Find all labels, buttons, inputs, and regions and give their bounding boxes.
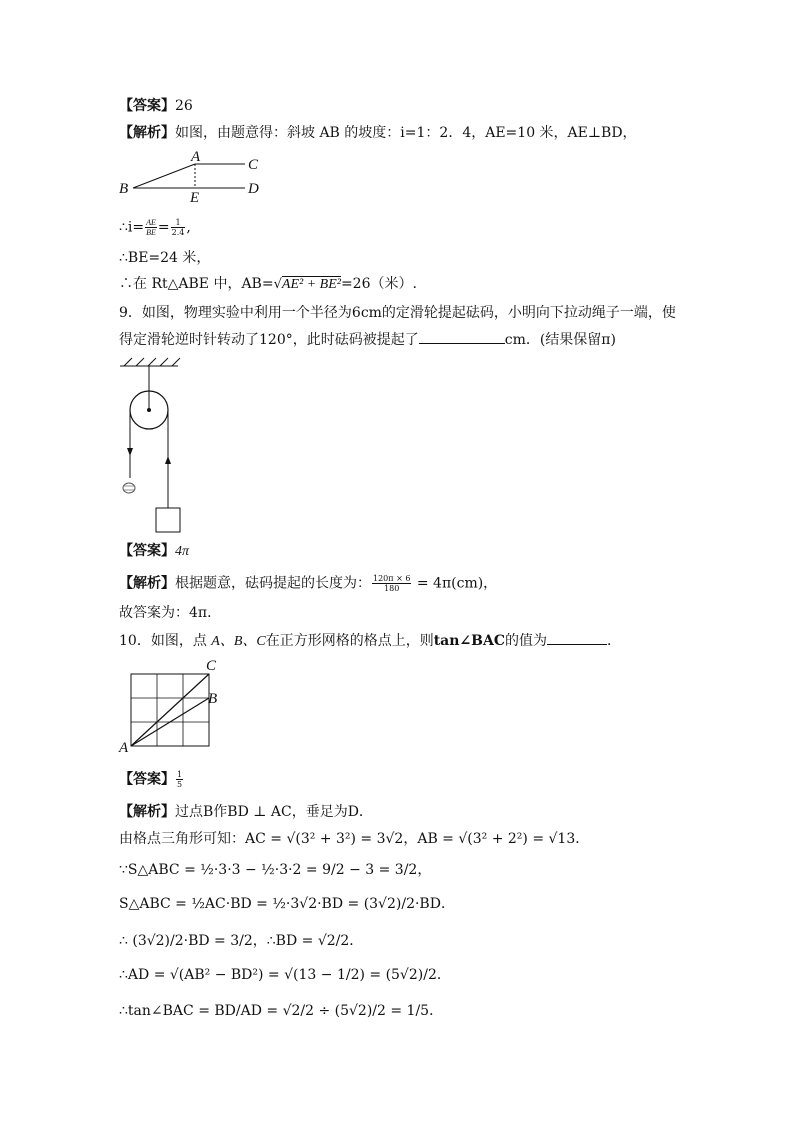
label-E: E [190, 190, 200, 206]
q10-analysis-4: S△ABC = ½AC·BD = ½·3√2·BD = (3√2)/2·BD． [119, 896, 455, 912]
q10-analysis-5: ∴ (3√2)/2·BD = 3/2，∴BD = √2/2． [119, 933, 364, 949]
slope-figure [115, 148, 275, 206]
label-D: D [248, 181, 259, 197]
q10-stem: 10．如图，点 A、B、C在正方形网格的格点上，则tan∠BAC的值为 ． [119, 633, 622, 649]
q9-stem-line2: 得定滑轮逆时针转动了120°，此时砝码被提起了 cm．(结果保留π) [119, 332, 616, 348]
q8-step1: ∴i= $\frac{AE}{BE}$ = $\frac{1}{2.4}$ , [119, 218, 191, 237]
q9-analysis: 【解析】根据题意，砝码提起的长度为： $\frac{120\pi \times 6}{180}$ = 4π(cm)， [119, 574, 498, 593]
analysis-text: 如图，由题意得：斜坡 AB 的坡度：i=1：2．4，AE=10 米，AE⊥BD， [175, 125, 637, 141]
q9-stem-line1: 9．如图，物理实验中利用一个半径为6cm的定滑轮提起砝码，小明向下拉动绳子一端，使 [119, 305, 676, 321]
q8-step3: ∴在 Rt△ABE 中，AB=√AE² + BE²=26（米）. [119, 276, 417, 292]
answer-value: 26 [175, 98, 193, 114]
label-B: B [119, 181, 129, 197]
q10-analysis-2: 由格点三角形可知：AC = √(3² + 3²) = 3√2，AB = √(3² + 2²) = √13． [119, 831, 590, 847]
pulley-figure [118, 356, 186, 536]
q8-step2: ∴BE=24 米， [119, 250, 211, 266]
answer-blank [547, 632, 607, 645]
answer-blank [419, 331, 505, 344]
q10-analysis-7: ∴tan∠BAC = BD/AD = √2/2 ÷ (5√2)/2 = 1/5． [119, 1003, 444, 1019]
q10-answer: 【答案】 $\frac{1}{5}$ [119, 770, 183, 789]
q10-analysis-6: ∴AD = √(AB² − BD²) = √(13 − 1/2) = (5√2)/2． [119, 967, 451, 983]
label-A: A [191, 149, 201, 165]
analysis-label: 【解析】 [119, 125, 175, 141]
answer-label: 【答案】 [119, 98, 175, 114]
q8-answer [119, 97, 193, 115]
grid-figure [116, 656, 226, 756]
q8-analysis [119, 124, 637, 142]
label-C: C [248, 157, 259, 173]
label-C: C [206, 658, 217, 674]
label-A: A [119, 740, 129, 756]
q10-analysis-3: ∵S△ABC = ½·3·3 − ½·3·2 = 9/2 − 3 = 3/2， [119, 862, 432, 878]
q10-analysis-1: 【解析】过点B作BD ⊥ AC，垂足为D． [119, 804, 373, 820]
label-B: B [208, 691, 218, 707]
q9-conclusion: 故答案为：4π． [119, 605, 222, 621]
q9-answer: 【答案】4π [119, 543, 190, 559]
